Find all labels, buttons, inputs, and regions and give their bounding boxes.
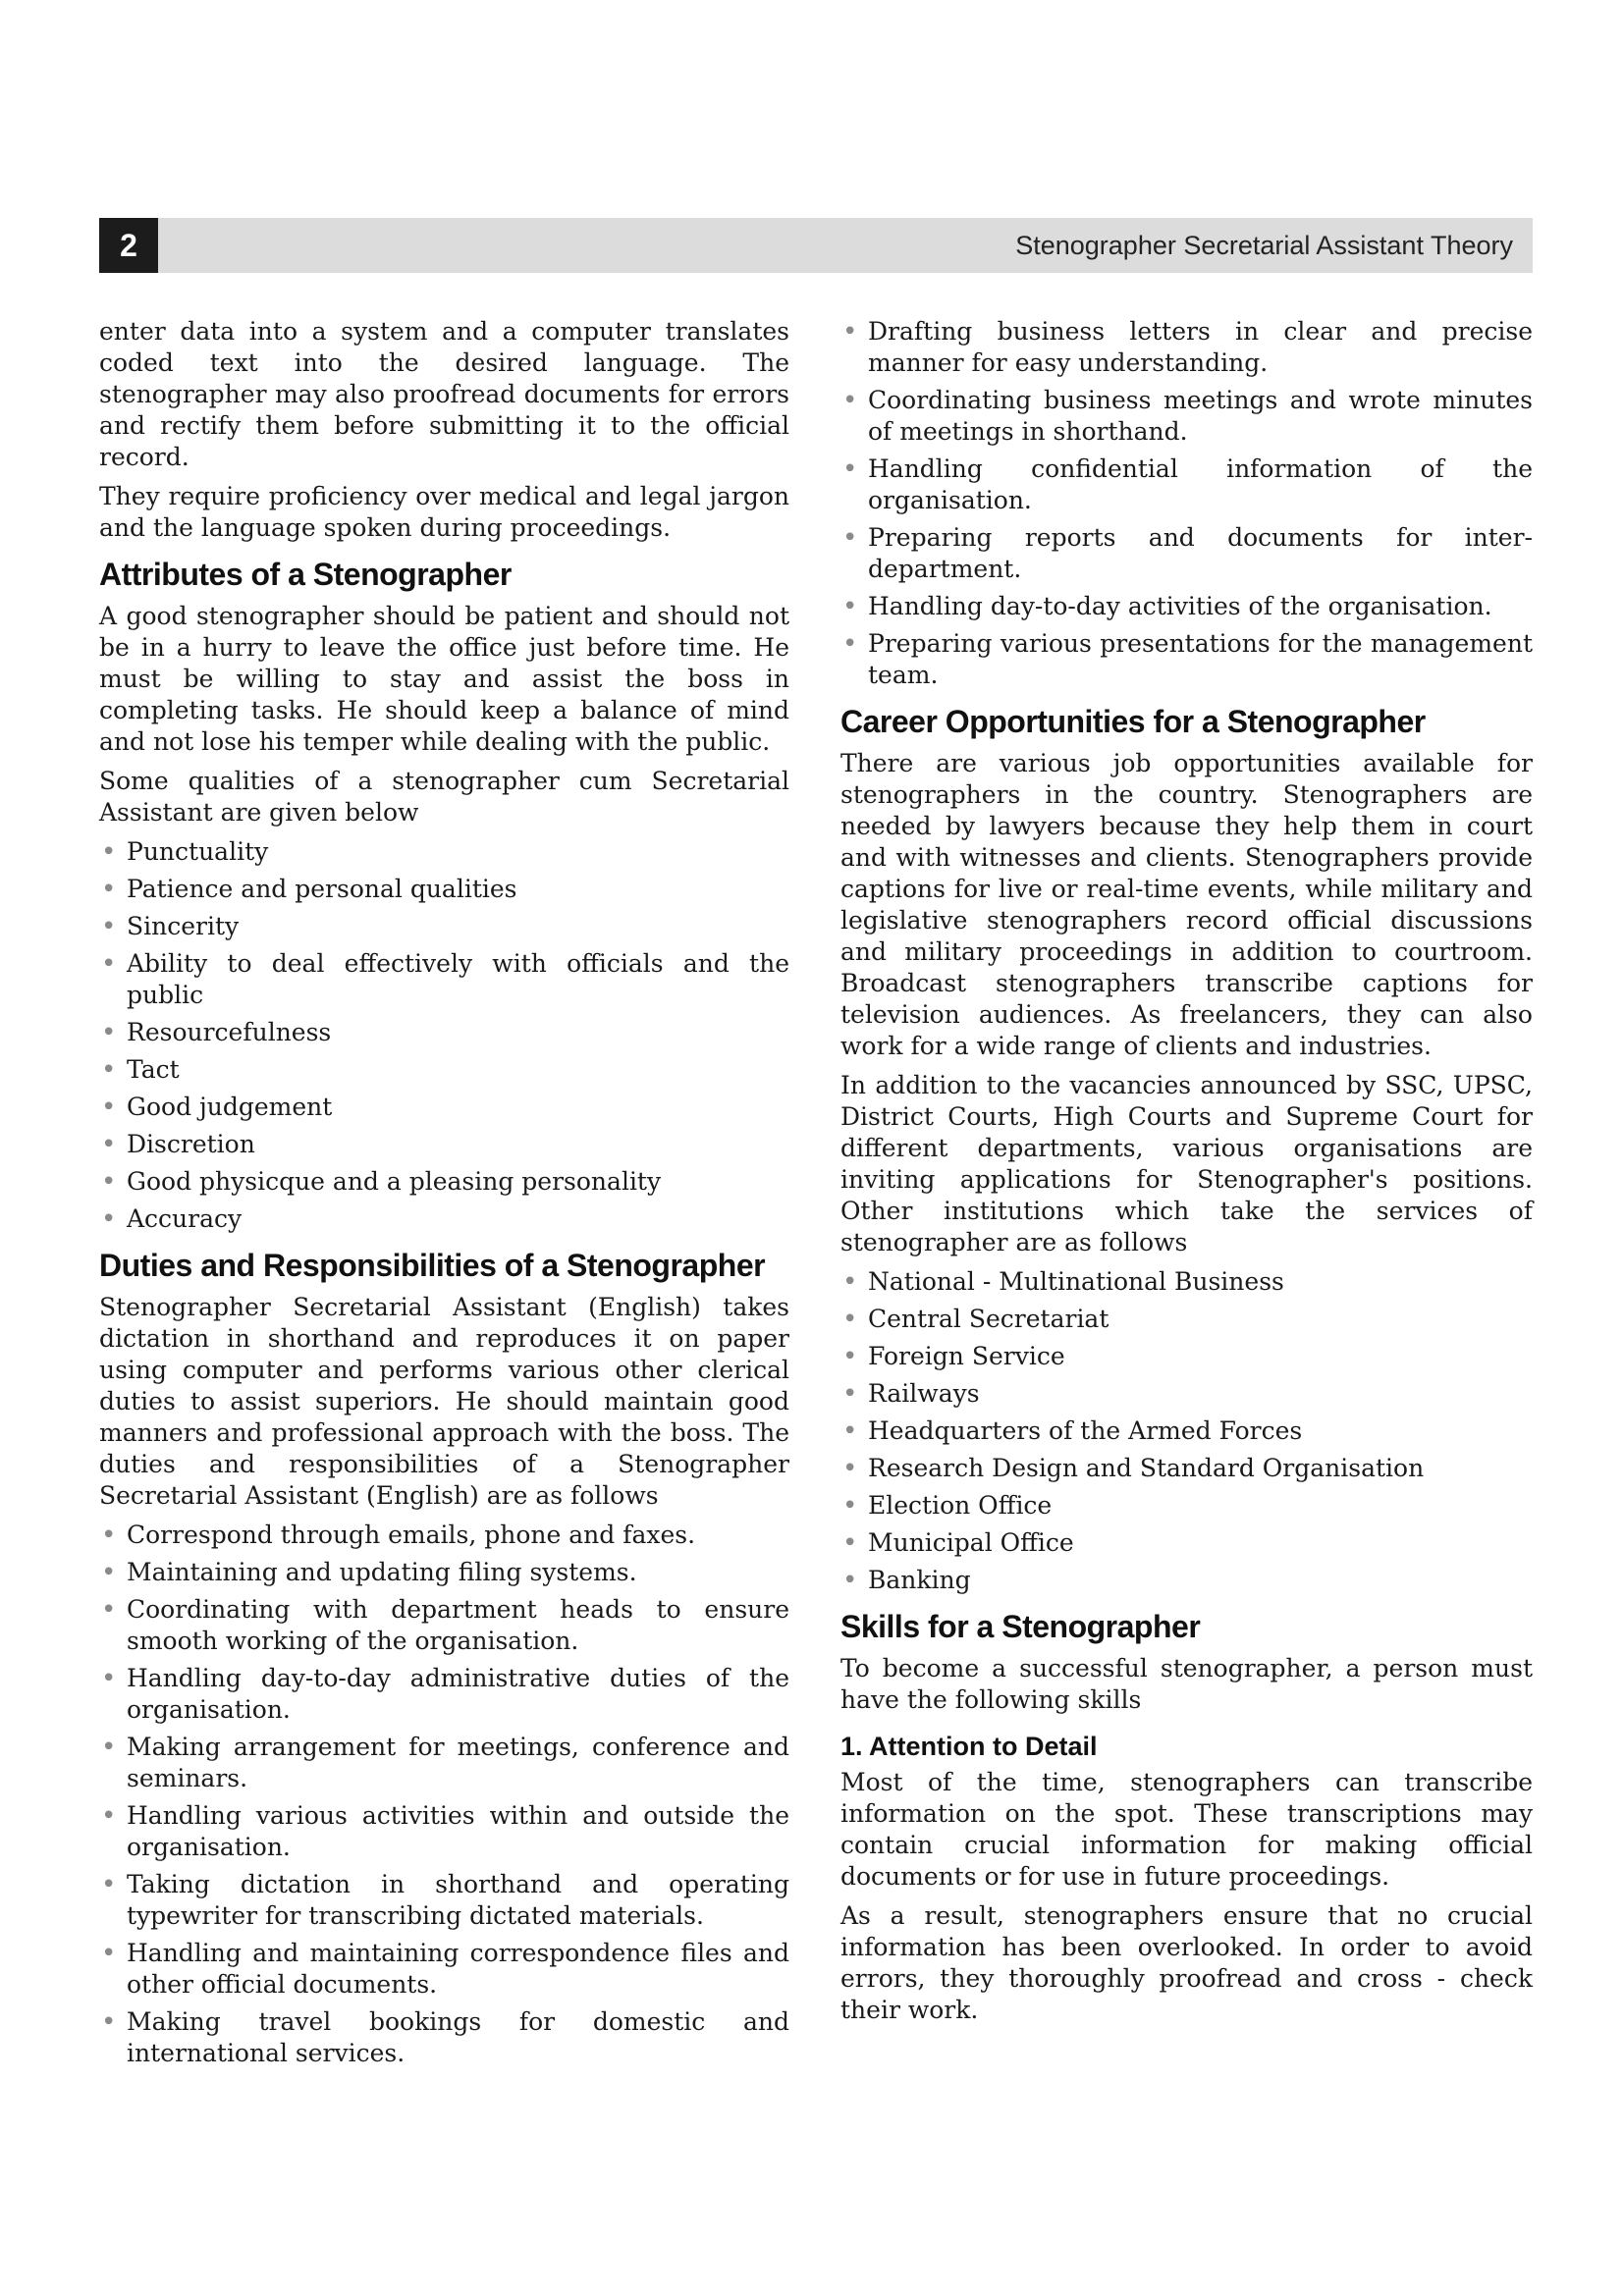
- list-item: • Patience and personal qualities: [99, 874, 789, 905]
- list-item: • Accuracy: [99, 1203, 789, 1235]
- list-item: • Handling day-to-day administrative duties of the organisation.: [99, 1663, 789, 1726]
- subheading-attention-to-detail: 1. Attention to Detail: [840, 1732, 1098, 1761]
- paragraph: enter data into a system and a computer translates coded text into the desired language. The stenographer may also proofread documents for errors and rectify them before submitting it to the official record.: [99, 317, 789, 471]
- paragraph: In addition to the vacancies announced by SSC, UPSC, District Courts, High Courts and Supreme Court for different departments, various organisations are inviting applications for Stenographer's positions. Other institutions which take the services of stenographer are as follows: [840, 1071, 1533, 1256]
- right-column: [840, 316, 1533, 2034]
- list-item: • Correspond through emails, phone and faxes.: [99, 1520, 789, 1551]
- list-item: • Foreign Service: [840, 1341, 1533, 1372]
- section-heading-career: Career Opportunities for a Stenographer: [840, 704, 1426, 739]
- list-item: • Ability to deal effectively with officials and the public: [99, 948, 789, 1011]
- paragraph: They require proficiency over medical and legal jargon and the language spoken during proceedings.: [99, 482, 789, 542]
- list-item: • Research Design and Standard Organisation: [840, 1453, 1533, 1484]
- left-column: [99, 316, 789, 2077]
- list-item: • Good physicque and a pleasing personality: [99, 1166, 789, 1198]
- list-item: • National - Multinational Business: [840, 1266, 1533, 1298]
- list-item: • Preparing reports and documents for inter- department.: [840, 522, 1533, 585]
- section-heading-duties: Duties and Responsibilities of a Stenographer: [99, 1248, 766, 1283]
- paragraph: Stenographer Secretarial Assistant (English) takes dictation in shorthand and reproduces it on paper using computer and performs various other clerical duties to assist superiors. He should maintain good manners and professional approach with the boss. The duties and responsibilities of a Stenographer Secretarial Assistant (English) are as follows: [99, 1293, 789, 1510]
- page-number: 2: [99, 218, 158, 273]
- paragraph: There are various job opportunities available for stenographers in the country. Stenographers are needed by lawyers because they help them in court and with witnesses and clients. Stenographers provide captions for live or real-time events, while military and legislative stenographers record official discussions and military proceedings in addition to courtroom. Broadcast stenographers transcribe captions for television audiences. As freelancers, they can also work for a wide range of clients and industries.: [840, 749, 1533, 1060]
- list-item: • Preparing various presentations for the management team.: [840, 628, 1533, 691]
- list-item: • Good judgement: [99, 1092, 789, 1123]
- list-item: • Headquarters of the Armed Forces: [840, 1415, 1533, 1447]
- list-item: • Tact: [99, 1054, 789, 1086]
- paragraph: Most of the time, stenographers can transcribe information on the spot. These transcriptions may contain crucial information for making official documents or for use in future proceedings.: [840, 1768, 1533, 1891]
- list-item: • Drafting business letters in clear and precise manner for easy understanding.: [840, 316, 1533, 379]
- list-item: • Making arrangement for meetings, conference and seminars.: [99, 1732, 789, 1794]
- list-item: • Handling day-to-day activities of the organisation.: [840, 591, 1533, 622]
- institutions-list: [840, 1266, 1533, 1596]
- duties-list-continued: [840, 316, 1533, 691]
- paragraph: To become a successful stenographer, a person must have the following skills: [840, 1654, 1533, 1714]
- running-header: [99, 218, 1533, 273]
- list-item: • Handling and maintaining correspondence files and other official documents.: [99, 1938, 789, 2001]
- running-title: Stenographer Secretarial Assistant Theory: [1015, 231, 1513, 260]
- section-heading-skills: Skills for a Stenographer: [840, 1609, 1201, 1644]
- list-item: • Election Office: [840, 1490, 1533, 1522]
- list-item: • Punctuality: [99, 836, 789, 868]
- list-item: • Coordinating with department heads to ensure smooth working of the organisation.: [99, 1594, 789, 1657]
- section-heading-attributes: Attributes of a Stenographer: [99, 557, 512, 592]
- paragraph: Some qualities of a stenographer cum Secretarial Assistant are given below: [99, 767, 789, 827]
- list-item: • Central Secretariat: [840, 1304, 1533, 1335]
- paragraph: As a result, stenographers ensure that no crucial information has been overlooked. In order to avoid errors, they thoroughly proofread and cross - check their work.: [840, 1901, 1533, 2024]
- list-item: • Sincerity: [99, 911, 789, 942]
- list-item: • Resourcefulness: [99, 1017, 789, 1048]
- list-item: • Maintaining and updating filing systems.: [99, 1557, 789, 1588]
- list-item: • Municipal Office: [840, 1527, 1533, 1559]
- list-item: • Making travel bookings for domestic and international services.: [99, 2006, 789, 2069]
- list-item: • Taking dictation in shorthand and operating typewriter for transcribing dictated materials.: [99, 1869, 789, 1932]
- list-item: • Handling confidential information of the organisation.: [840, 454, 1533, 516]
- list-item: • Discretion: [99, 1129, 789, 1160]
- list-item: • Railways: [840, 1378, 1533, 1410]
- paragraph: A good stenographer should be patient and should not be in a hurry to leave the office just before time. He must be willing to stay and assist the boss in completing tasks. He should keep a balance of mind and not lose his temper while dealing with the public.: [99, 602, 789, 756]
- qualities-list: [99, 836, 789, 1235]
- list-item: • Banking: [840, 1565, 1533, 1596]
- list-item: • Coordinating business meetings and wrote minutes of meetings in shorthand.: [840, 385, 1533, 448]
- list-item: • Handling various activities within and outside the organisation.: [99, 1800, 789, 1863]
- duties-list: [99, 1520, 789, 2069]
